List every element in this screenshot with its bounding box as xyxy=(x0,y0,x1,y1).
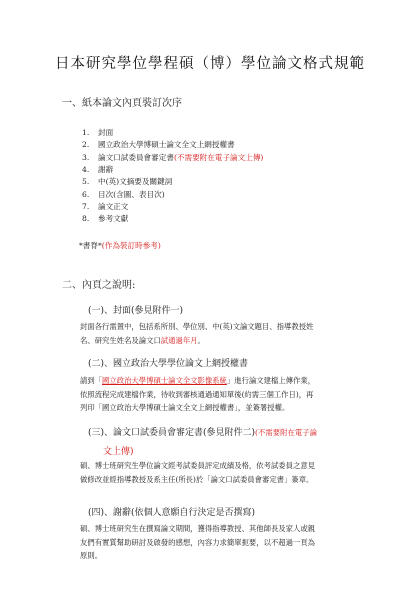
list-item: 8. 參考文獻 xyxy=(82,214,129,224)
list-item: 5. 中(英)文摘要及關鍵詞 xyxy=(82,177,173,187)
list-item: 7. 論文正文 xyxy=(82,202,129,212)
spine-remark: *書脊*(作為裝訂時參考) xyxy=(79,241,161,250)
binding-order-list xyxy=(82,127,263,226)
approval-heading-red-continuation: 文上傳) xyxy=(103,447,134,457)
subsection-cover-heading: (一)、封面(參見附件一) xyxy=(88,306,184,316)
thesis-system-link[interactable]: 國立政治大學博碩士論文全文影像系統 xyxy=(102,376,227,385)
list-item: 4. 謝辭 xyxy=(82,165,114,175)
document-title: 日本研究學位學程碩（博）學位論文格式規範 xyxy=(55,56,365,72)
list-item: 6. 目次(含圖、表目次) xyxy=(82,189,165,199)
cover-paragraph: 封面各行需置中，包括系所別、學位別、中(英)文論文題目、指導教授姓 名、研究生姓名及論文口試通過年月。 xyxy=(80,322,314,345)
authorization-paragraph: 請到「國立政治大學博碩士論文全文影像系統」進行論文建檔上傳作業， 依照流程完成建檔作業，待收到審核通過通知單後(約需三個工作日)，再 列印「國立政治大學博碩士論文全文上網授權書」，並簽署授權。 xyxy=(80,376,316,413)
subsection-approval-heading: (三)、論文口試委員會審定書(參見附件二)(不需要附在電子論 xyxy=(88,428,318,438)
acknowledgement-paragraph: 碩、博士班研究生在撰寫論文期間，獲得指導教授、其他師長及家人或親 友們有實質幫助研討及啟發的感想，內容力求簡單扼要，以不超過一頁為 原則。 xyxy=(80,524,316,561)
approval-paragraph: 碩、博士班研究生學位論文經考試委員評定成績及格，依考試委員之意見 做修改並經指導教授及系主任(所長)於「論文口試委員會審定書」簽章。 xyxy=(80,461,316,484)
section-2-heading: 二、內頁之說明: xyxy=(62,280,136,291)
subsection-authorization-heading: (二)、國立政治大學學位論文上網授權書 xyxy=(88,359,249,369)
section-1-heading: 一、紙本論文內頁裝訂次序 xyxy=(62,98,182,109)
red-note: (不需要附在電子論文上傳) xyxy=(173,152,264,162)
subsection-acknowledgement-heading: (四)、謝辭(依個人意願自行決定是否撰寫) xyxy=(88,508,256,518)
list-item: 1. 封面 xyxy=(82,128,114,137)
list-item: 3. 論文口試委員會審定書(不需要附在電子論文上傳) xyxy=(82,152,264,162)
list-item: 2. 國立政治大學博碩士論文全文上網授權書 xyxy=(82,140,235,150)
